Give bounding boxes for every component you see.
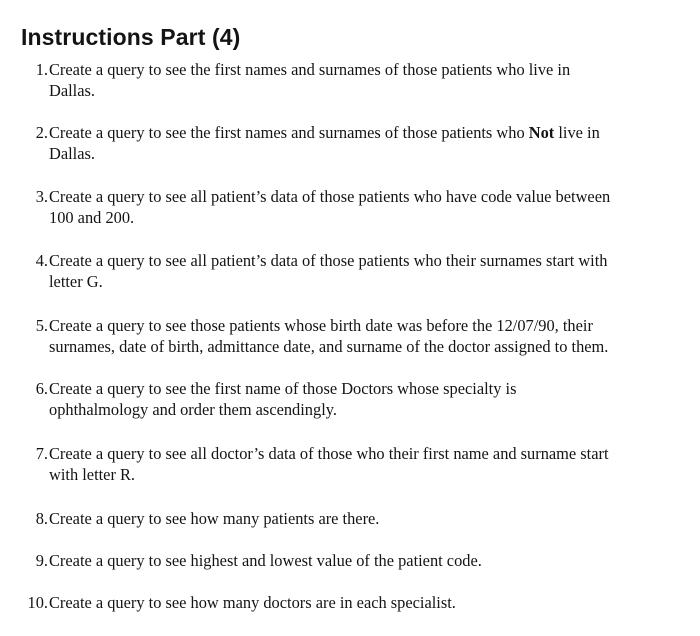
instruction-item-10	[18, 592, 690, 613]
instruction-item-6	[18, 378, 690, 420]
item-line: Create a query to see all doctor’s data of those who their first name and surname start	[49, 444, 609, 463]
item-text	[49, 378, 690, 420]
instruction-item-1	[18, 59, 690, 101]
item-text	[49, 592, 690, 613]
item-number: 7.	[35, 444, 48, 463]
emphasis-not: Not	[528, 123, 555, 142]
item-line: Create a query to see highest and lowest value of the patient code.	[49, 551, 482, 570]
item-line-start: Create a query to see the first names and surnames of those patients who	[49, 123, 529, 142]
item-line: Create a query to see how many doctors are in each specialist.	[49, 593, 456, 612]
item-text	[49, 508, 690, 529]
item-number: 9.	[35, 551, 48, 570]
item-text	[49, 59, 690, 101]
item-line: letter G.	[49, 272, 103, 291]
item-number: 2.	[35, 123, 48, 142]
item-line: Create a query to see all patient’s data of those patients who their surnames start with	[49, 251, 608, 270]
item-number: 4.	[35, 251, 48, 270]
instruction-item-9	[18, 550, 690, 571]
item-text	[49, 250, 690, 292]
item-text	[49, 443, 690, 485]
instruction-item-3	[18, 186, 690, 228]
item-line: surnames, date of birth, admittance date, and surname of the doctor assigned to them.	[49, 337, 609, 356]
instruction-item-8	[18, 508, 690, 529]
item-line: Dallas.	[49, 144, 95, 163]
item-line: Create a query to see the first name of those Doctors whose specialty is	[49, 379, 517, 398]
item-line: Create a query to see those patients whose birth date was before the 12/07/90, their	[49, 316, 593, 335]
item-line: Create a query to see the first names and surnames of those patients who live in	[49, 60, 571, 79]
item-number: 5.	[35, 316, 48, 335]
item-text	[49, 122, 690, 164]
item-number: 6.	[35, 379, 48, 398]
item-line: 100 and 200.	[49, 208, 135, 227]
instruction-item-2	[18, 122, 690, 164]
item-text	[49, 315, 690, 357]
item-number: 3.	[35, 187, 48, 206]
item-number: 1.	[35, 60, 48, 79]
instruction-item-4	[18, 250, 690, 292]
item-number: 10.	[27, 593, 48, 612]
instruction-item-7	[18, 443, 690, 485]
item-line: Create a query to see all patient’s data of those patients who have code value between	[49, 187, 611, 206]
item-number: 8.	[35, 509, 48, 528]
item-text	[49, 186, 690, 228]
item-text	[49, 550, 690, 571]
page-title: Instructions Part (4)	[21, 24, 241, 50]
instruction-item-5	[18, 315, 690, 357]
item-line: with letter R.	[49, 465, 136, 484]
item-line: Create a query to see how many patients are there.	[49, 509, 380, 528]
item-line: Dallas.	[49, 81, 95, 100]
item-line: ophthalmology and order them ascendingly.	[49, 400, 337, 419]
item-line-end: live in	[554, 123, 600, 142]
item-line	[49, 122, 690, 143]
